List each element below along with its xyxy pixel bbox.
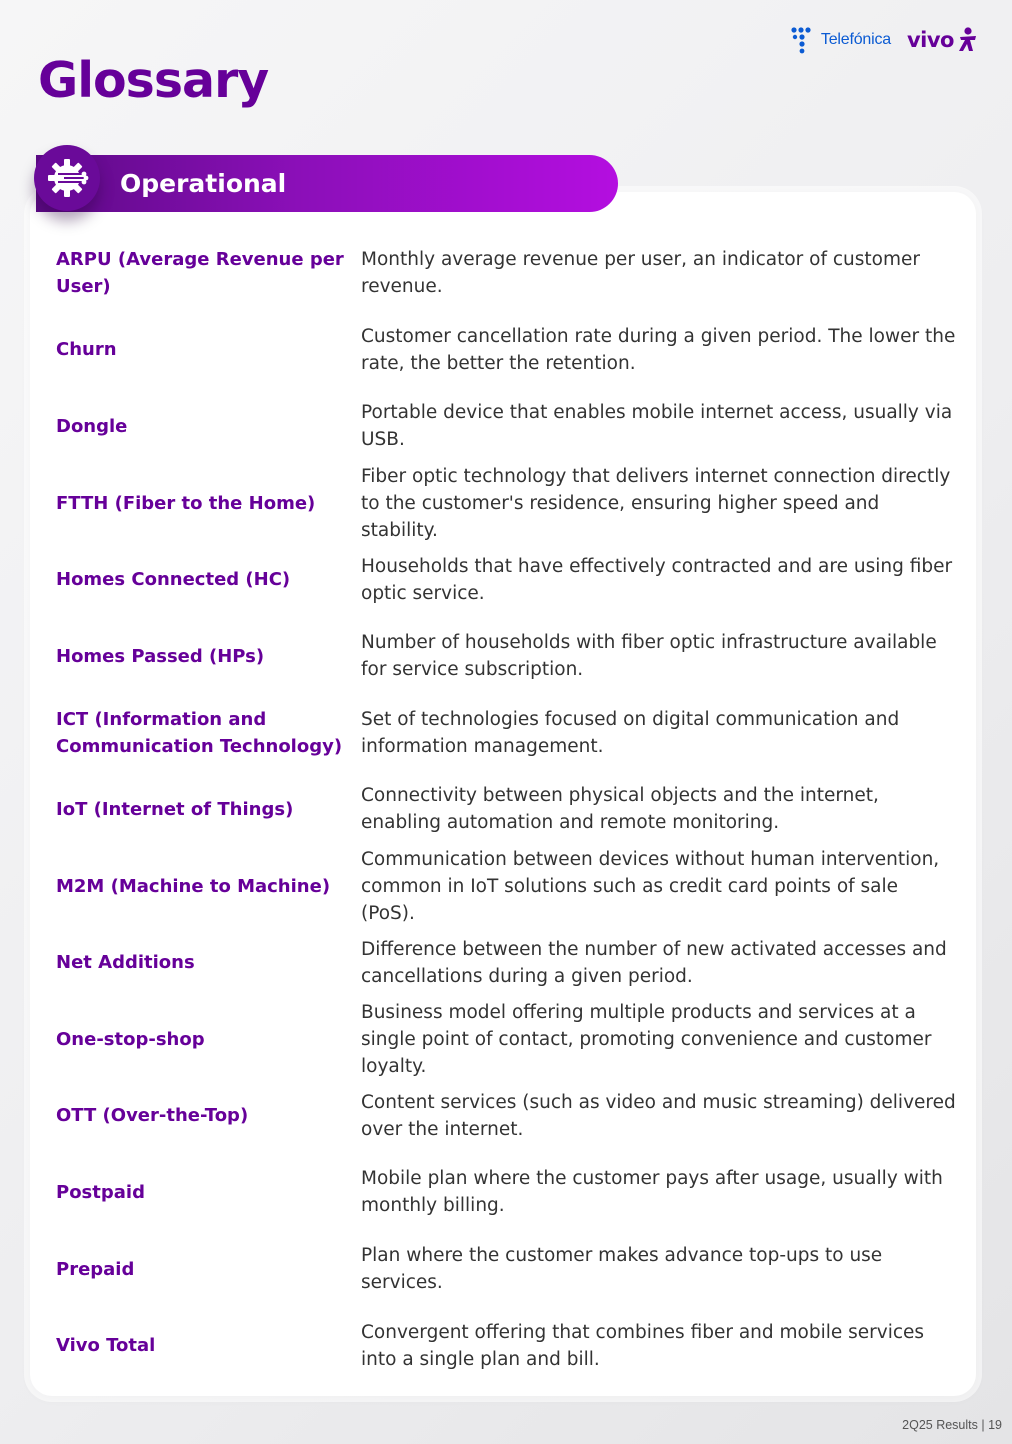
glossary-term: IoT (Internet of Things)	[56, 798, 294, 820]
glossary-row	[56, 1154, 956, 1231]
glossary-definition: Monthly average revenue per user, an indicator of customer revenue.	[361, 249, 921, 298]
glossary-definition: Business model offering multiple products and services at a single point of contact, promoting convenience and customer loyalty.	[361, 1001, 932, 1077]
glossary-definition: Difference between the number of new activated accesses and cancellations during a given period.	[361, 938, 947, 987]
glossary-definition: Number of households with fiber optic infrastructure available for service subscription.	[361, 632, 937, 681]
glossary-definition: Connectivity between physical objects and the internet, enabling automation and remote monitoring.	[361, 785, 879, 834]
telefonica-logo-icon	[791, 26, 815, 54]
glossary-definition: Households that have effectively contracted and are using fiber optic service.	[361, 555, 953, 604]
glossary-row	[56, 465, 956, 542]
glossary-term: Prepaid	[56, 1258, 135, 1280]
glossary-row	[56, 1001, 956, 1078]
glossary-definition: Plan where the customer makes advance top-ups to use services.	[361, 1245, 883, 1294]
glossary-term: Postpaid	[56, 1181, 145, 1203]
glossary-row	[56, 924, 956, 1001]
glossary-row	[56, 388, 956, 465]
vivo-figure-icon	[958, 27, 978, 53]
section-header	[36, 155, 618, 212]
glossary-term: FTTH (Fiber to the Home)	[56, 492, 316, 514]
gear-network-icon	[34, 145, 100, 211]
page-footer: 2Q25 Results | 19	[902, 1418, 1002, 1432]
glossary-definition: Mobile plan where the customer pays after usage, usually with monthly billing.	[361, 1168, 943, 1217]
glossary-term: Vivo Total	[56, 1335, 156, 1357]
glossary-list	[56, 235, 956, 1384]
glossary-definition: Content services (such as video and music streaming) delivered over the internet.	[361, 1091, 956, 1140]
glossary-row	[56, 695, 956, 772]
glossary-definition: Portable device that enables mobile internet access, usually via USB.	[361, 402, 953, 451]
glossary-definition: Communication between devices without human intervention, common in IoT solutions such as credit card points of sale (PoS).	[361, 848, 940, 924]
glossary-row	[56, 541, 956, 618]
glossary-term: Churn	[56, 339, 117, 361]
glossary-term: M2M (Machine to Machine)	[56, 875, 331, 897]
glossary-term: Dongle	[56, 415, 128, 437]
glossary-definition: Convergent offering that combines fiber and mobile services into a single plan and bill.	[361, 1321, 925, 1370]
glossary-row	[56, 1231, 956, 1308]
glossary-row	[56, 1307, 956, 1384]
glossary-definition: Fiber optic technology that delivers internet connection directly to the customer's residence, ensuring higher speed and stability.	[361, 465, 951, 541]
glossary-row	[56, 848, 956, 925]
glossary-row	[56, 618, 956, 695]
glossary-term: OTT (Over-the-Top)	[56, 1105, 249, 1127]
glossary-row	[56, 771, 956, 848]
glossary-term: One-stop-shop	[56, 1028, 205, 1050]
glossary-term: Net Additions	[56, 952, 195, 974]
page-title: Glossary	[38, 52, 269, 109]
glossary-row	[56, 235, 956, 312]
glossary-definition: Customer cancellation rate during a given period. The lower the rate, the better the retention.	[361, 325, 956, 374]
glossary-term: Homes Passed (HPs)	[56, 645, 265, 667]
glossary-term: Homes Connected (HC)	[56, 569, 291, 591]
brand-logos	[791, 26, 978, 54]
glossary-definition: Set of technologies focused on digital communication and information management.	[361, 708, 900, 757]
telefonica-wordmark: Telefónica	[820, 31, 891, 48]
glossary-term: ARPU (Average Revenue per User)	[56, 249, 344, 298]
glossary-row	[56, 312, 956, 389]
glossary-row	[56, 1078, 956, 1155]
glossary-term: ICT (Information and Communication Technology)	[56, 708, 343, 757]
section-title: Operational	[120, 169, 287, 198]
vivo-wordmark: vivo	[906, 28, 954, 52]
